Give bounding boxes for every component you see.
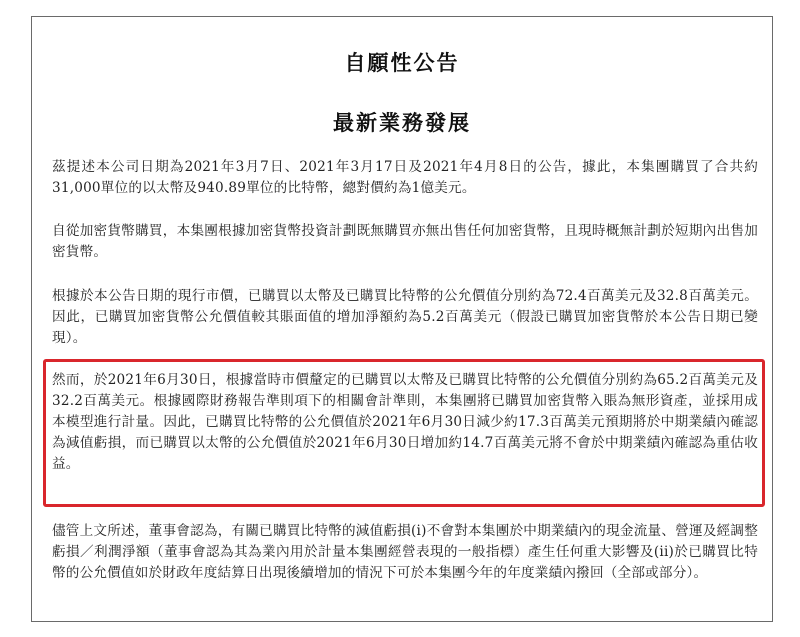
document-subtitle: 最新業務發展 [333,111,471,135]
paragraph-current-fair-value: 根據於本公告日期的現行市價，已購買以太幣及已購買比特幣的公允價值分別約為72.4百萬美元及32.8百萬美元。因此，已購買加密貨幣公允價值較其賬面值的增加淨額約為5.2百萬美元（假設已購買加密貨幣於本公告日期已變現）。 [52,288,758,346]
paragraph-purchase-reference: 茲提述本公司日期為2021年3月7日、2021年3月17日及2021年4月8日的公告，據此，本集團購買了合共約31,000單位的以太幣及940.89單位的比特幣，總對價約為1億美元。 [52,159,758,196]
paragraph-june-fair-value: 然而，於2021年6月30日，根據當時市價釐定的已購買以太幣及已購買比特幣的公允價值分別約為65.2百萬美元及32.2百萬美元。根據國際財務報告準則項下的相關會計準則，本集團將已購買加密貨幣入賬為無形資產，並採用成本模型進行計量。因此，已購買比特幣的公允價值於2021年6月30日減少約17.3百萬美元預期將於中期業績內確認為減值虧損，而已購買以太幣的公允價值於2021年6月30日增加約14.7百萬美元將不會於中期業績內確認為重估收益。 [52,372,758,472]
paragraph-no-sale-plan: 自從加密貨幣購買，本集團根據加密貨幣投資計劃既無購買亦無出售任何加密貨幣，且現時概無計劃於短期內出售加密貨幣。 [52,223,758,260]
announcement-page [31,16,773,622]
document-title: 自願性公告 [344,51,460,75]
paragraph-board-opinion: 儘管上文所述，董事會認為，有關已購買比特幣的減值虧損(i)不會對本集團於中期業績內的現金流量、營運及經調整虧損／利潤淨額（董事會認為其為業內用於計量本集團經營表現的一般指標）產生任何重大影響及(ii)於已購買比特幣的公允價值如於財政年度結算日出現後續增加的情況下可於本集團今年的年度業績內撥回（全部或部分）。 [52,523,758,581]
